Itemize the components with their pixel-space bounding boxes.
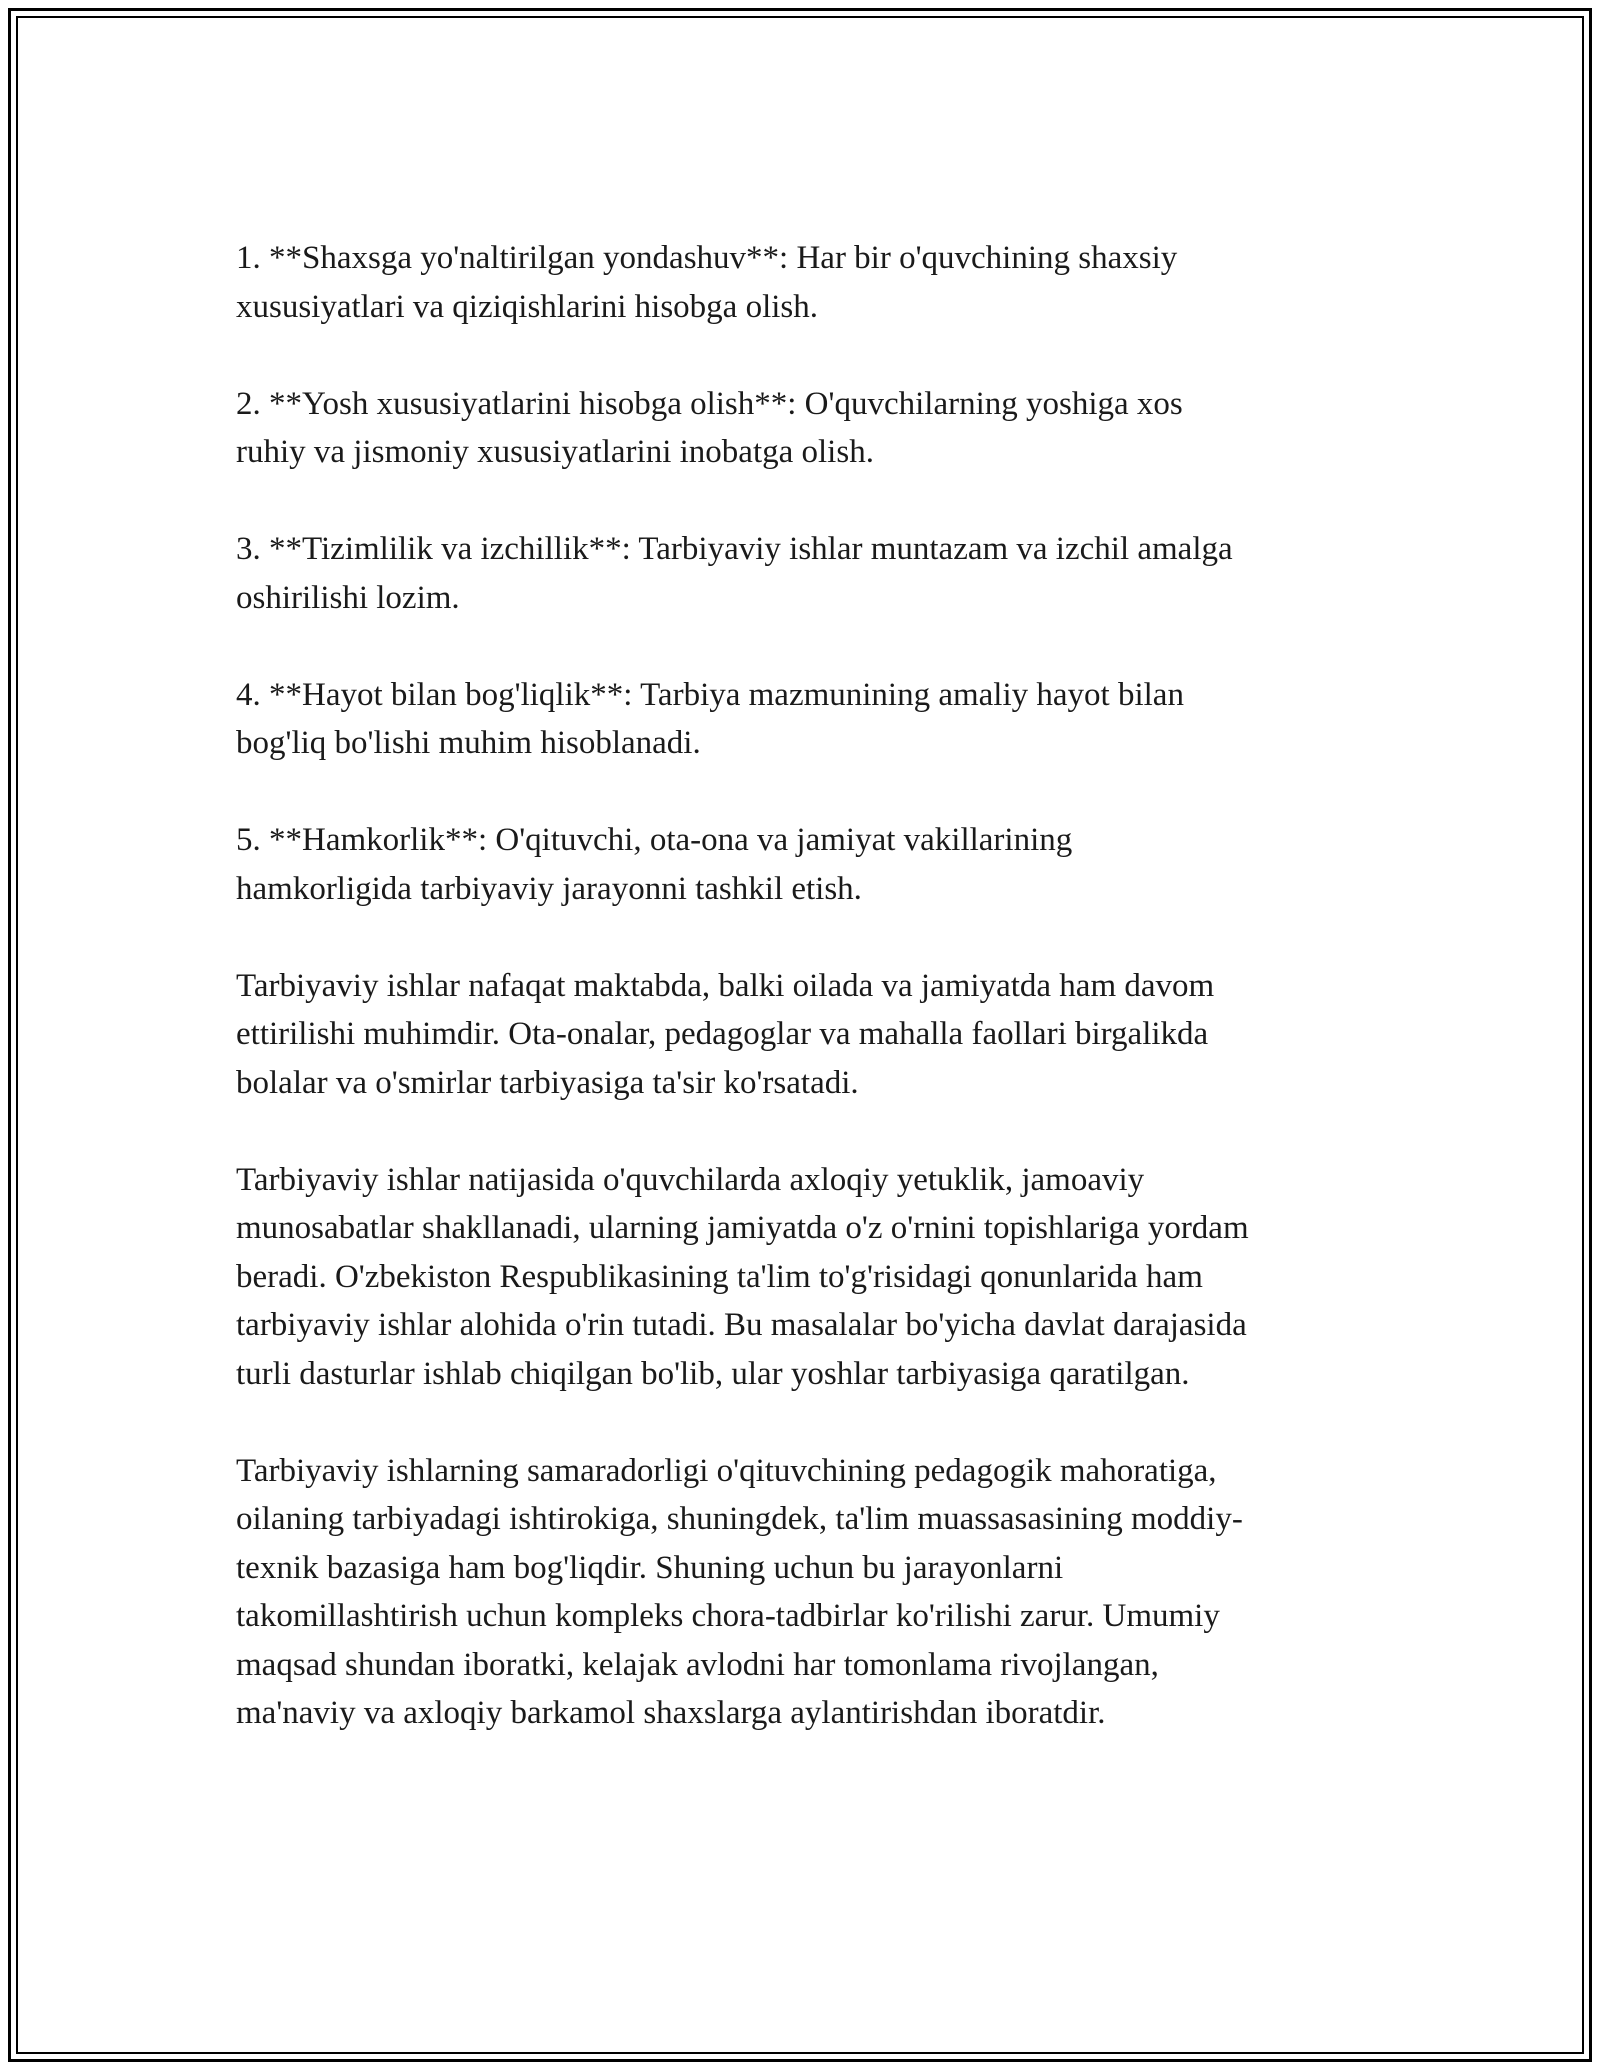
line: xususiyatlari va qiziqishlarini hisobga olish. bbox=[236, 288, 819, 325]
line: 2. **Yosh xususiyatlarini hisobga olish**: O'quvchilarning yoshiga xos bbox=[236, 385, 1183, 422]
line: tarbiyaviy ishlar alohida o'rin tutadi. Bu masalalar bo'yicha davlat darajasida bbox=[236, 1307, 1247, 1343]
line: turli dasturlar ishlab chiqilgan bo'lib, ular yoshlar tarbiyasiga qaratilgan. bbox=[236, 1355, 1190, 1392]
results-paragraph bbox=[236, 1156, 1376, 1399]
line: Tarbiyaviy ishlarning samaradorligi o'qituvchining pedagogik mahoratiga, bbox=[236, 1452, 1217, 1489]
line: Tarbiyaviy ishlar natijasida o'quvchilarda axloqiy yetuklik, jamoaviy bbox=[236, 1161, 1145, 1198]
line: munosabatlar shakllanadi, ularning jamiyatda o'z o'rnini topishlariga yordam bbox=[236, 1210, 1249, 1246]
line: 4. **Hayot bilan bog'liqlik**: Tarbiya mazmunining amaliy hayot bilan bbox=[236, 676, 1184, 713]
line: oshirilishi lozim. bbox=[236, 579, 460, 616]
line: maqsad shundan iboratki, kelajak avlodni har tomonlama rivojlangan, bbox=[236, 1646, 1159, 1683]
effectiveness-paragraph bbox=[236, 1447, 1376, 1738]
line: ettirilishi muhimdir. Ota-onalar, pedagoglar va mahalla faollari birgalikda bbox=[236, 1016, 1209, 1052]
line: takomillashtirish uchun kompleks chora-tadbirlar ko'rilishi zarur. Umumiy bbox=[236, 1598, 1220, 1634]
line: bog'liq bo'lishi muhim hisoblanadi. bbox=[236, 725, 701, 761]
line: 5. **Hamkorlik**: O'qituvchi, ota-ona va jamiyat vakillarining bbox=[236, 822, 1073, 858]
line: ma'naviy va axloqiy barkamol shaxslarga aylantirishdan iboratdir. bbox=[236, 1695, 1106, 1731]
line: 1. **Shaxsga yo'naltirilgan yondashuv**: Har bir o'quvchining shaxsiy bbox=[236, 240, 1178, 276]
principle-2-paragraph bbox=[236, 380, 1376, 477]
line: 3. **Tizimlilik va izchillik**: Tarbiyaviy ishlar muntazam va izchil amalga bbox=[236, 531, 1233, 567]
principle-3-paragraph bbox=[236, 525, 1376, 622]
line: Tarbiyaviy ishlar nafaqat maktabda, balki oilada va jamiyatda ham davom bbox=[236, 967, 1215, 1004]
principle-4-paragraph bbox=[236, 671, 1376, 768]
document-body bbox=[236, 234, 1376, 1738]
line: bolalar va o'smirlar tarbiyasiga ta'sir ko'rsatadi. bbox=[236, 1064, 859, 1101]
line: hamkorligida tarbiyaviy jarayonni tashkil etish. bbox=[236, 870, 862, 907]
line: oilaning tarbiyadagi ishtirokiga, shuningdek, ta'lim muassasasining moddiy- bbox=[236, 1501, 1243, 1537]
family-community-paragraph bbox=[236, 962, 1376, 1108]
line: beradi. O'zbekiston Respublikasining ta'lim to'g'risidagi qonunlarida ham bbox=[236, 1258, 1203, 1295]
line: ruhiy va jismoniy xususiyatlarini inobatga olish. bbox=[236, 434, 874, 470]
line: texnik bazasiga ham bog'liqdir. Shuning uchun bu jarayonlarni bbox=[236, 1549, 1064, 1586]
principle-1-paragraph bbox=[236, 234, 1376, 331]
principle-5-paragraph bbox=[236, 816, 1376, 913]
